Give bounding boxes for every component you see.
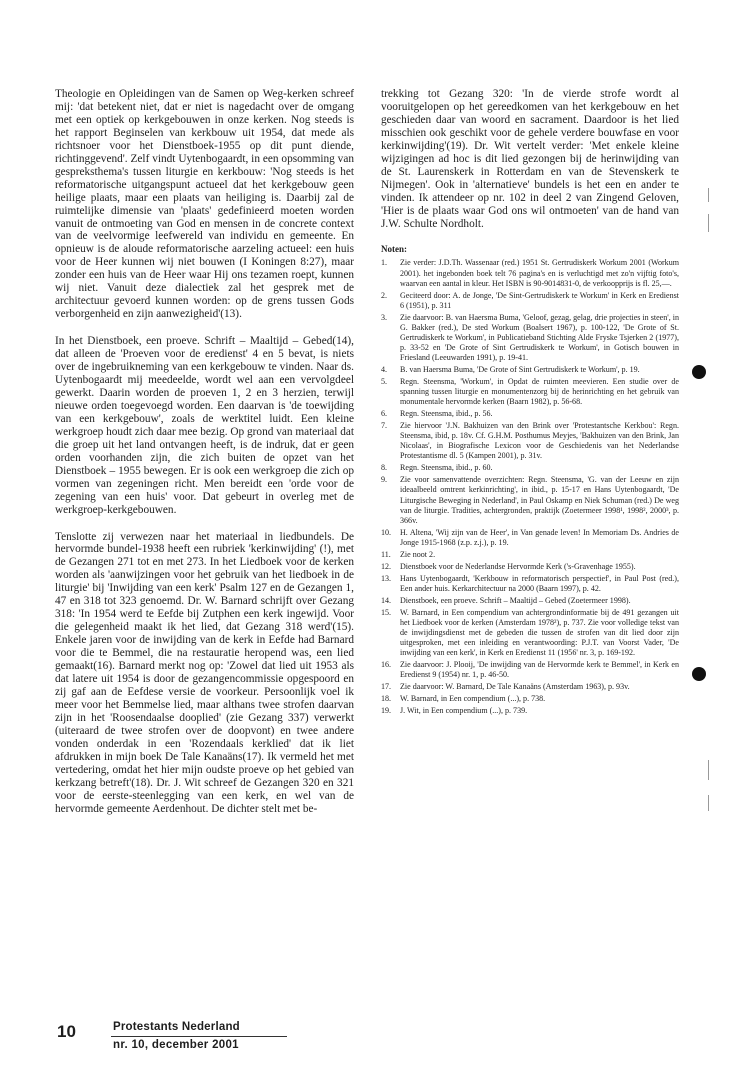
footnote-text: Zie voor samenvattende overzichten: Regn. Steensma, 'G. van der Leeuw en zijn ideaalbeeld omtrent kerkinrichting', in ibid., p. 15-17 en Hans Uytenbogaardt, 'De Liturgische Beweging in Nederland', in Paul Oskamp en Niek Schuman (red.) De weg van de liturgie. Tradities, achtergronden, praktijk (Zoetermeer 1998¹, 1998², 2000³, p. 366v. <box>400 475 679 525</box>
footnote-number: 5. <box>381 377 388 386</box>
footnote-number: 4. <box>381 364 388 374</box>
footnote-number: 9. <box>381 475 388 485</box>
footer-divider <box>111 1036 287 1037</box>
paragraph: trekking tot Gezang 320: 'In de vierde strofe wordt al vooruitgelopen op het gereedkomen van het kerkgebouw en het geschieden daar van woord en sacrament. Daardoor is het lied misschien ook geschikt voor de gehele verdere bouwfase en voor kerkinwijding'(19). Dr. Wit vertelt verder: 'Met enkele kleine wijzigingen ad hoc is dit lied gezongen bij de herinwijding van de St. Laurenskerk in Rotterdam en van de Stevenskerk te Nijmegen'. Ook in 'alternatieve' bundels is het een en ander te vinden. Ik attendeer op nr. 102 in deel 2 van Zingend Geloven, 'Hier is de plaats waar God ons wil ontmoeten' van de hand van J.W. Schulte Nordholt. <box>381 88 679 230</box>
footnote-number: 19. <box>381 706 392 716</box>
binding-hole <box>692 365 706 379</box>
footnote-item <box>381 377 679 407</box>
footnote-item <box>381 291 679 311</box>
footnote-item <box>381 313 679 363</box>
footnote-item <box>381 608 679 658</box>
footnote-item <box>381 682 679 692</box>
footnote-item <box>381 528 679 548</box>
footnote-number: 7. <box>381 421 388 431</box>
footnote-text: Zie verder: J.D.Th. Wassenaar (red.) 1951 St. Gertrudiskerk Workum 2001 (Workum 2001). het ingebonden boek telt 76 pagina's en is verluchtigd met zo'n vijftig foto's, waarvan een aantal in kleur. Het ISBN is 90-9014831-0, de verkoopprijs is fl. 25,—. <box>400 258 679 288</box>
footnote-text: Zie hiervoor 'J.N. Bakhuizen van den Brink over 'Protestantsche Kerkbou': Regn. Steensma, ibid, p. 18v. Cf. G.H.M. Posthumus Meyjes, 'Bakhuizen van den Brink, Jan Nicolaas', in Biografische Lexicon voor de Geschiedenis van het Nederlandse Protestantisme dl. 5 (Kampen 2001), p. 31v. <box>400 421 679 461</box>
footnote-text: Zie daarvoor: J. Plooij, 'De inwijding van de Hervormde kerk te Bemmel', in Kerk en Eredienst 9 (1954) nr. 1, p. 46-50. <box>400 660 679 680</box>
margin-mark <box>708 795 709 811</box>
notes-heading: Noten: <box>381 244 407 255</box>
footnote-text: Regn. Steensma, ibid., p. 56. <box>400 409 493 419</box>
footnote-number: 11. <box>381 549 391 559</box>
footnote-number: 13. <box>381 573 392 583</box>
footnote-number: 17. <box>381 682 392 692</box>
footnote-text: Regn. Steensma, 'Workum', in Opdat de ruimten meevieren. Een studie over de spanning tussen liturgie en monumentenzorg bij de herinrichting en het gebruik van monumentale hervormde kerken (Baarn 1982), p. 56-68. <box>400 377 679 407</box>
margin-mark <box>708 760 709 780</box>
magazine-title: Protestants Nederland <box>113 1021 240 1033</box>
footnote-text: B. van Haersma Buma, 'De Grote of Sint Gertrudiskerk te Workum', p. 19. <box>400 364 640 374</box>
issue-label: nr. 10, december 2001 <box>113 1039 239 1051</box>
footnote-text: Zie daarvoor: W. Barnard, De Tale Kanaäns (Amsterdam 1963), p. 93v. <box>400 682 630 692</box>
footnote-number: 3. <box>381 312 388 322</box>
footnote-item <box>381 409 679 419</box>
footnote-number: 6. <box>381 409 388 419</box>
footnote-item <box>381 706 679 716</box>
left-column <box>55 88 354 829</box>
footnote-number: 1. <box>381 258 388 268</box>
paragraph: Theologie en Opleidingen van de Samen op Weg-kerken schreef mij: 'dat betekent niet, dat er niet is nagedacht over de omgang met een optiek op kerkgebouwen in onze kerken. Nog steeds is het rapport Beginselen van kerkbouw uit 1954, dat mede als richtsnoer voor het Dienstboek-1955 op dit punt diende, richtinggevend'. Zelf vindt Uytenbogaardt, in een opsomming van gespreksthema's tussen liturgie en kerkbouw: 'Nog steeds is het reformatorische uitgangspunt actueel dat het kerkgebouw geen heilige plaats, maar een plaats van heiliging is. Daarbij zal de ruimtelijke dimensie van 'plaats' gedefinieerd moeten worden vanuit de ontmoeting van God en mensen in de concrete context van de veelvormige leefwereld van individu en gemeente. En opnieuw is de aloude reformatorische aarzeling actueel: een huis voor de Heer kunnen wij niet bouwen (I Koningen 8:27), maar zonder een huis van de Heer waar Hij ons tezamen roept, kunnen wij niet. Vanuit deze dialectiek zal het gesprek met de architectuur gevoerd kunnen worden: op de grens tussen Gods verborgenheid en zijn aanwezigheid'(13). <box>55 88 354 321</box>
footnote-text: Hans Uytenbogaardt, 'Kerkbouw in reformatorisch perspectief', in Paul Post (red.), Een ander huis. Kerkarchitectuur na 2000 (Baarn 1997), p. 42. <box>400 573 679 593</box>
paragraph: In het Dienstboek, een proeve. Schrift – Maaltijd – Gebed(14), dat alleen de 'Proeven voor de eredienst' 4 en 5 bevat, is niets over de ingebruikneming van een kerkgebouw te vinden. Naar ds. Uytenbogaardt mij meedeelde, wordt wel aan een vervolgdeel gewerkt. Daarin worden de proeven 1, 2 en 3 herzien, terwijl nieuwe orden toegevoegd worden. Een daarvan is 'de toewijding van een kerkgebouw', zoals de werktitel luidt. Een kleine werkgroep houdt zich daar mee bezig. Op grond van materiaal dat die groep uit het land ontvangen heeft, is de indruk, dat er geen orden voorhanden zijn, die zich buiten de opzet van het Dienstboek – 1955 bewegen. Er is ook een werkgroep die zich op vormen van zegeningen richt. Men bereidt een 'orde voor de zegening van een huis' voor. Dat gebeurt in overleg met de werkgroep-kerkgebouwen. <box>55 335 354 516</box>
footnote-item <box>381 550 679 560</box>
binding-hole <box>692 667 706 681</box>
margin-mark <box>708 214 709 232</box>
footnote-number: 15. <box>381 607 392 617</box>
footnote-item <box>381 475 679 525</box>
footnote-number: 18. <box>381 694 392 704</box>
footnote-text: Dienstboek voor de Nederlandse Hervormde Kerk ('s-Gravenhage 1955). <box>400 561 636 571</box>
footnote-text: J. Wit, in Een compendium (...), p. 739. <box>400 706 528 716</box>
footnote-item <box>381 660 679 680</box>
footnote-item <box>381 574 679 594</box>
footnote-text: W. Barnard, in Een compendium van achtergrondinformatie bij de 491 gezangen uit het Liedboek voor de kerken (Amsterdam 1978²), p. 737. Zie voor volledige tekst van de inwijdingsdienst met de gebeden die tussen de strofen van dit lied door zijn uitgesproken, met een inleiding en verantwoording: P.J.T. van Voorst Vader, 'De inwijding van een kerk', in Kerk en Eredienst 11 (1956' nr. 3, p. 169-192. <box>400 607 679 658</box>
footnote-text: Regn. Steensma, ibid., p. 60. <box>400 463 493 473</box>
notes-list <box>381 258 679 716</box>
footnote-number: 10. <box>381 527 392 537</box>
footnote-text: Geciteerd door: A. de Jonge, 'De Sint-Gertrudiskerk te Workum' in Kerk en Eredienst 6 (1951), p. 311 <box>400 290 679 310</box>
footnote-item <box>381 463 679 473</box>
paragraph: Tenslotte zij verwezen naar het materiaal in liedbundels. De hervormde bundel-1938 heeft een rubriek 'kerkinwijding' (!), met de Gezangen 271 tot en met 273. In het Liedboek voor de kerken worden als 'aanwijzingen voor het gebruik van het liedboek in de liturgie' bij 'Inwijding van een kerk' Psalm 127 en de Gezangen 1, 47 en 318 tot 323 genoemd. Dr. W. Barnard schrijft over Gezang 318: 'In 1954 werd te Eefde bij Zutphen een kerk ingewijd. Voor die gelegenheid maakt ik het lied, dat Gezang 318 werd'(15). Enkele jaren voor de inwijding van de kerk in Eefde had Barnard voor die te Bemmel, die na restauratie heropend was, een lied gemaakt(16). Barnard merkt nog op: 'Zowel dat lied uit 1953 als dat latere uit 1954 is door de gezangencommissie opgespoord en zij gaf aan de Eefdese versie de voorkeur. Persoonlijk voel ik meer voor het Bemmelse lied, maar althans twee strofen daarvan zijn in het 'Roosendaalse dooplied' (zie Gezang 337) verwerkt (uiteraard de twee strofen over de doopvont) en twee andere vonden onderdak in een 'Rozendaals kerklied' dat ik liet afdrukken in mijn boek De Tale Kanaäns(17). Ik vermeld het met vertedering, omdat het hier mijn oudste proeve op het gebied van kerkzang betreft'(18). Dr. J. Wit schreef de Gezangen 320 en 321 voor de eerste-steenlegging van een kerk, en wel van de hervormde gemeente Aerdenhout. De dichter stelt met be- <box>55 530 354 815</box>
footnote-text: Zie daarvoor: B. van Haersma Buma, 'Geloof, gezag, gelag, drie projecties in steen', in G. Bakker (red.), De sted Workum (Boalsert 1967), p. 100-122, 'De Grote of St. Gertrudiskerk te Workum', in Publicatieband Stichting Alde Fryske Tsjerken 2 (1977), p. 33-52 en 'De Grote of Sint Gertrudiskerk te Workum', in Gotisch bouwen in Friesland (Leeuwarden 1991), p. 19-41. <box>400 312 679 362</box>
footnote-number: 14. <box>381 595 392 605</box>
footnote-number: 2. <box>381 290 388 300</box>
footnote-number: 8. <box>381 463 388 473</box>
right-column <box>381 88 679 718</box>
footnote-item <box>381 694 679 704</box>
page-number: 10 <box>57 1022 76 1041</box>
footnote-item <box>381 421 679 461</box>
footnote-number: 12. <box>381 561 392 571</box>
footnote-item <box>381 365 679 375</box>
footnote-text: H. Altena, 'Wij zijn van de Heer', in Van genade leven! In Memoriam Ds. Andries de Jonge 1915-1968 (z.p. z.j.), p. 19. <box>400 527 679 547</box>
footnote-text: W. Barnard, in Een compendium (...), p. 738. <box>400 694 546 704</box>
footnote-item <box>381 258 679 288</box>
margin-mark <box>708 188 709 202</box>
footnote-item <box>381 562 679 572</box>
footnote-text: Dienstboek, een proeve. Schrift – Maaltijd – Gebed (Zoetermeer 1998). <box>400 595 631 605</box>
footnote-item <box>381 596 679 606</box>
footnote-text: Zie noot 2. <box>400 549 436 559</box>
footnote-number: 16. <box>381 660 392 670</box>
